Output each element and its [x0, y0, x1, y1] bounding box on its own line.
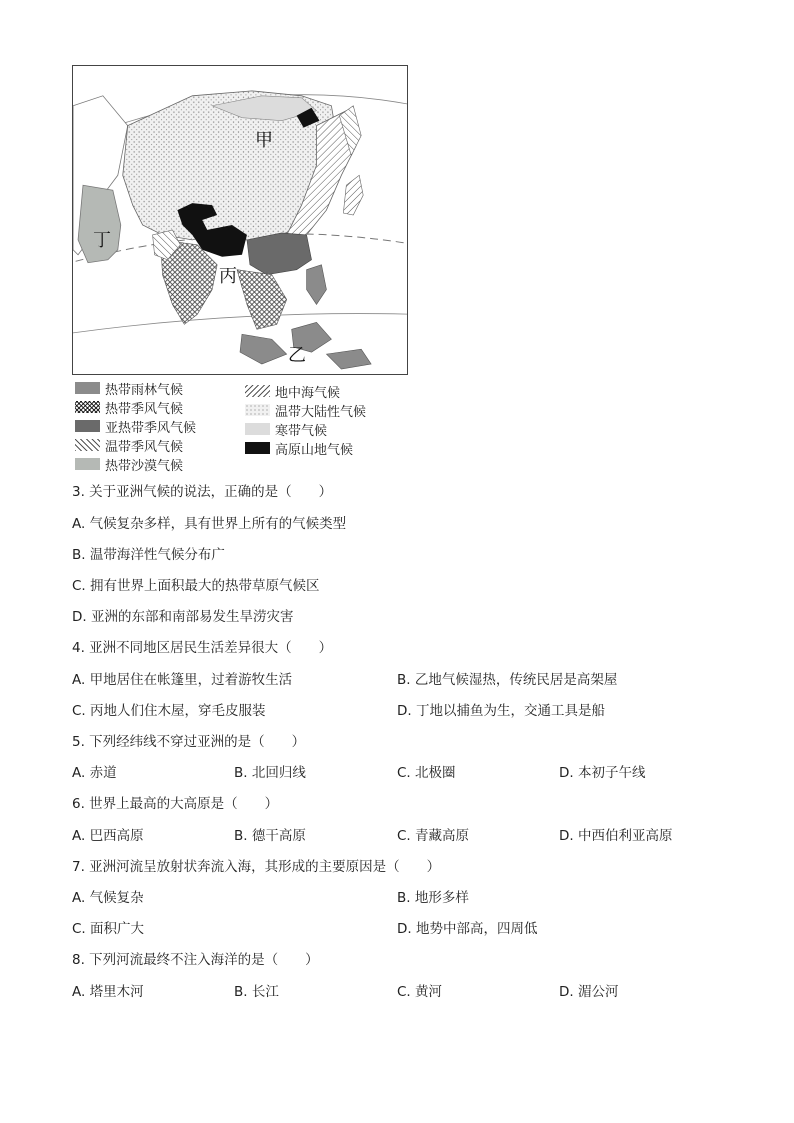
question-4-option-b[interactable]: B. 乙地气候湿热，传统民居是高架屋	[397, 672, 618, 688]
question-7-option-d[interactable]: D. 地势中部高，四周低	[397, 921, 538, 937]
tropical-desert-swatch	[75, 458, 100, 470]
legend-label: 热带沙漠气候	[105, 458, 184, 474]
question-4-option-a[interactable]: A. 甲地居住在帐篷里，过着游牧生活	[72, 672, 293, 688]
legend-label: 高原山地气候	[275, 442, 354, 458]
legend-label: 亚热带季风气候	[105, 420, 197, 436]
question-8-option-d[interactable]: D. 湄公河	[559, 984, 619, 1000]
question-7-option-a[interactable]: A. 气候复杂	[72, 890, 144, 906]
question-4-option-c[interactable]: C. 丙地人们住木屋，穿毛皮服装	[72, 703, 266, 719]
map-label-yi: 乙	[288, 345, 306, 366]
legend-label: 温带大陆性气候	[275, 404, 367, 420]
legend-label: 热带雨林气候	[105, 382, 184, 398]
mediterranean-swatch	[245, 385, 270, 397]
legend-item-mediterranean	[245, 382, 340, 400]
question-8-option-a[interactable]: A. 塔里木河	[72, 984, 144, 1000]
map-label-jia: 甲	[255, 130, 273, 151]
legend-item-polar	[245, 420, 327, 438]
asia-climate-map	[72, 65, 408, 375]
legend-item-tropical-desert	[75, 455, 183, 473]
question-5-option-a[interactable]: A. 赤道	[72, 765, 117, 781]
legend-label: 热带季风气候	[105, 401, 184, 417]
map-label-bing: 丙	[219, 266, 237, 287]
legend-label: 温带季风气候	[105, 439, 184, 455]
highland-swatch	[245, 442, 270, 454]
legend-item-temperate-monsoon	[75, 436, 183, 454]
question-7-option-c[interactable]: C. 面积广大	[72, 921, 145, 937]
legend-item-tropical-rainforest	[75, 379, 183, 397]
question-5-option-b[interactable]: B. 北回归线	[234, 765, 306, 781]
legend-item-tropical-monsoon	[75, 398, 183, 416]
question-3-option-c[interactable]: C. 拥有世界上面积最大的热带草原气候区	[72, 578, 320, 594]
polar-swatch	[245, 423, 270, 435]
question-3-option-d[interactable]: D. 亚洲的东部和南部易发生旱涝灾害	[72, 609, 294, 625]
question-5-option-d[interactable]: D. 本初子午线	[559, 765, 646, 781]
temperate-continental-swatch	[245, 404, 270, 416]
map-label-ding: 丁	[93, 230, 111, 251]
legend-item-temperate-continental	[245, 401, 366, 419]
legend-label: 地中海气候	[275, 385, 341, 401]
legend-item-highland	[245, 439, 353, 457]
subtropical-monsoon-swatch	[75, 420, 100, 432]
question-5-option-c[interactable]: C. 北极圈	[397, 765, 456, 781]
question-5-stem: 5. 下列经纬线不穿过亚洲的是（ ）	[72, 734, 306, 750]
question-6-option-c[interactable]: C. 青藏高原	[397, 828, 470, 844]
question-8-stem: 8. 下列河流最终不注入海洋的是（ ）	[72, 952, 319, 968]
question-6-option-d[interactable]: D. 中西伯利亚高原	[559, 828, 673, 844]
question-6-stem: 6. 世界上最高的大高原是（ ）	[72, 796, 279, 812]
question-4-stem: 4. 亚洲不同地区居民生活差异很大（ ）	[72, 640, 333, 656]
question-7-option-b[interactable]: B. 地形多样	[397, 890, 469, 906]
question-6-option-a[interactable]: A. 巴西高原	[72, 828, 144, 844]
question-4-option-d[interactable]: D. 丁地以捕鱼为生，交通工具是船	[397, 703, 605, 719]
temperate-monsoon-swatch	[75, 439, 100, 451]
question-3-option-a[interactable]: A. 气候复杂多样，具有世界上所有的气候类型	[72, 516, 347, 532]
asia-climate-map-graphic	[73, 66, 407, 374]
tropical-monsoon-swatch	[75, 401, 100, 413]
question-3-stem: 3. 关于亚洲气候的说法，正确的是（ ）	[72, 484, 333, 500]
legend-label: 寒带气候	[275, 423, 328, 439]
tropical-rainforest-swatch	[75, 382, 100, 394]
question-7-stem: 7. 亚洲河流呈放射状奔流入海，其形成的主要原因是（ ）	[72, 859, 441, 875]
legend-item-subtropical-monsoon	[75, 417, 196, 435]
question-6-option-b[interactable]: B. 德干高原	[234, 828, 306, 844]
question-8-option-c[interactable]: C. 黄河	[397, 984, 443, 1000]
climate-legend	[75, 379, 415, 474]
question-8-option-b[interactable]: B. 长江	[234, 984, 279, 1000]
question-3-option-b[interactable]: B. 温带海洋性气候分布广	[72, 547, 225, 563]
